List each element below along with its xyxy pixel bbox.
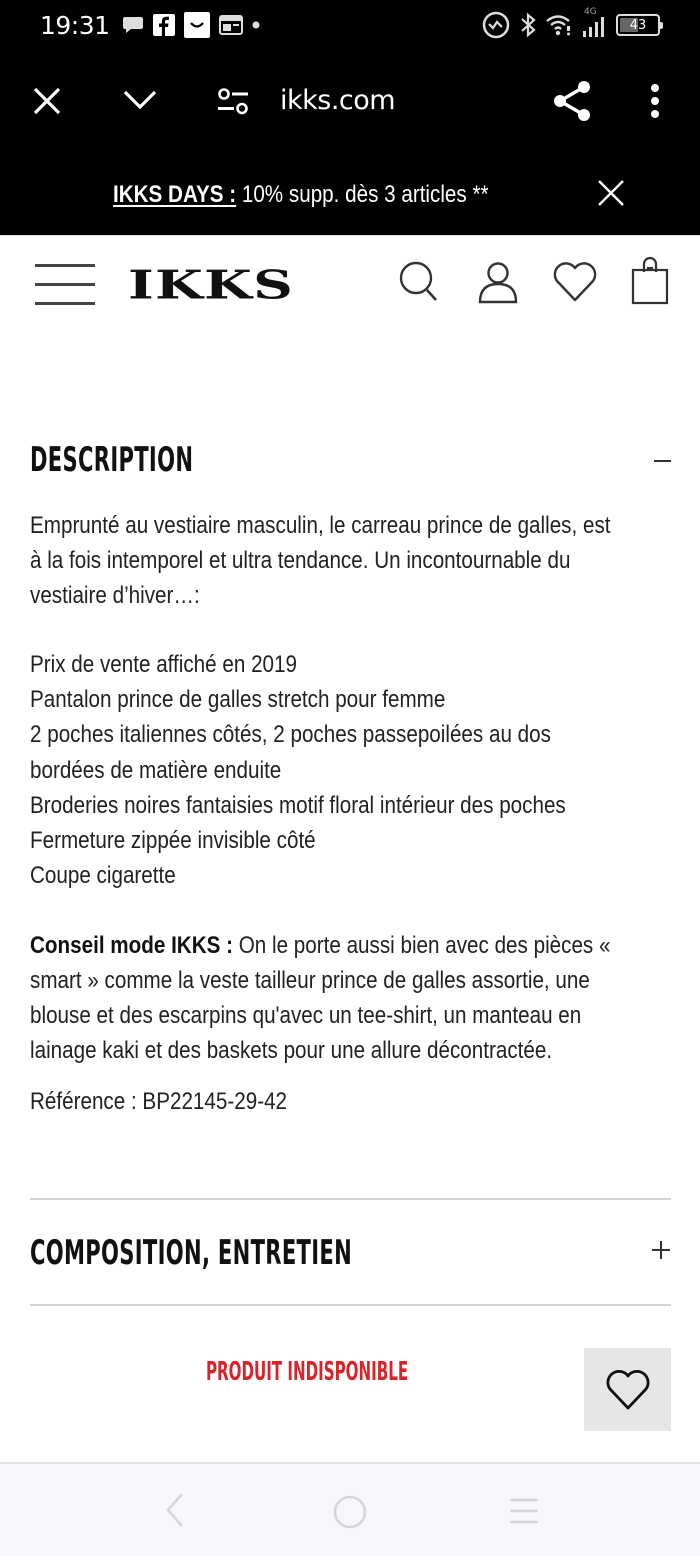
- description-heading[interactable]: DESCRIPTION: [30, 440, 194, 480]
- share-icon: [552, 80, 592, 122]
- advice-label: Conseil mode IKKS :: [30, 932, 233, 959]
- status-time: 19:31: [40, 10, 110, 40]
- promo-banner: [0, 155, 700, 235]
- feature-line: Coupe cigarette: [30, 862, 176, 889]
- menu-button[interactable]: [35, 264, 95, 306]
- cart-button[interactable]: [630, 256, 670, 311]
- recents-button[interactable]: [508, 1498, 540, 1529]
- feature-line: bordées de matière enduite: [30, 757, 282, 784]
- notification-icons: [122, 12, 260, 38]
- ikks-logo[interactable]: IKKS: [128, 262, 295, 309]
- more-vertical-icon: [646, 83, 664, 119]
- advice-line: smart » comme la veste tailleur prince de galles assortie, une: [30, 967, 590, 994]
- system-icons: [482, 0, 660, 50]
- shopping-bag-notification-icon: [184, 12, 210, 38]
- battery-indicator: [616, 14, 660, 36]
- chat-bubble-icon: [122, 15, 144, 35]
- share-button[interactable]: [552, 80, 592, 122]
- promo-text: 10% supp. dès 3 articles **: [236, 181, 489, 208]
- wishlist-header-button[interactable]: [552, 260, 598, 309]
- advice-line: lainage kaki et des baskets pour une allure décontractée.: [30, 1037, 553, 1064]
- data-saver-icon: [482, 11, 510, 39]
- divider: [30, 1304, 671, 1306]
- feature-line: Fermeture zippée invisible côté: [30, 827, 316, 854]
- close-tab-button[interactable]: [30, 84, 64, 118]
- close-icon: [596, 178, 626, 208]
- back-button[interactable]: [162, 1490, 188, 1535]
- cart-icon: [630, 256, 670, 306]
- signal-icon: [582, 7, 606, 39]
- description-intro-line: vestiaire d’hiver…:: [30, 582, 200, 609]
- add-to-wishlist-button[interactable]: [584, 1348, 671, 1431]
- facebook-icon: [153, 14, 175, 36]
- site-settings-icon: [216, 87, 250, 117]
- heart-icon: [604, 1368, 652, 1412]
- android-navigation-bar: [0, 1462, 700, 1556]
- feature-line: Prix de vente affiché en 2019: [30, 651, 297, 678]
- menu-icon-bar: [35, 302, 95, 305]
- account-button[interactable]: [477, 260, 519, 309]
- close-icon: [30, 84, 64, 118]
- browser-toolbar: [0, 50, 700, 155]
- menu-icon-bar: [35, 283, 95, 286]
- more-menu-button[interactable]: [646, 83, 664, 119]
- battery-level: 43: [629, 17, 647, 33]
- composition-heading[interactable]: COMPOSITION, ENTRETIEN: [30, 1233, 353, 1273]
- status-bar: [0, 0, 700, 50]
- minimize-button[interactable]: [122, 88, 158, 112]
- promo-message[interactable]: [113, 181, 489, 209]
- expand-composition-toggle[interactable]: [652, 1241, 670, 1259]
- dot-icon: [252, 21, 260, 29]
- feature-line: Pantalon prince de galles stretch pour femme: [30, 686, 446, 713]
- wifi-icon: [546, 13, 572, 37]
- search-button[interactable]: [398, 260, 440, 309]
- advice-line: [30, 932, 610, 960]
- url-bar[interactable]: ikks.com: [280, 85, 396, 116]
- feature-line: Broderies noires fantaisies motif floral intérieur des poches: [30, 792, 566, 819]
- product-reference: Référence : BP22145-29-42: [30, 1088, 288, 1115]
- advice-text: On le porte aussi bien avec des pièces «: [232, 932, 611, 959]
- home-icon: [332, 1494, 368, 1530]
- battery-cap: [660, 22, 663, 29]
- unavailable-status: PRODUIT INDISPONIBLE: [206, 1357, 409, 1387]
- network-type: 4G: [584, 7, 597, 17]
- account-icon: [477, 260, 519, 304]
- chevron-down-icon: [122, 88, 158, 112]
- promo-close-button[interactable]: [596, 178, 626, 213]
- home-button[interactable]: [332, 1494, 368, 1535]
- promo-label[interactable]: IKKS DAYS :: [113, 181, 237, 208]
- collapse-description-toggle[interactable]: [654, 460, 671, 462]
- back-icon: [162, 1490, 188, 1530]
- advice-line: blouse et des escarpins qu'avec un tee-shirt, un manteau en: [30, 1002, 582, 1029]
- news-icon: [219, 15, 243, 35]
- menu-icon: [35, 264, 95, 267]
- site-settings-button[interactable]: [216, 87, 250, 117]
- site-header: [0, 235, 700, 335]
- divider: [30, 1198, 671, 1200]
- recents-icon: [508, 1498, 540, 1524]
- search-icon: [398, 260, 440, 304]
- description-intro-line: à la fois intemporel et ultra tendance. Un incontournable du: [30, 547, 571, 574]
- description-intro-line: Emprunté au vestiaire masculin, le carreau prince de galles, est: [30, 512, 611, 539]
- feature-line: 2 poches italiennes côtés, 2 poches passepoilées au dos: [30, 721, 551, 748]
- bluetooth-icon: [520, 12, 536, 38]
- wishlist-icon: [552, 260, 598, 304]
